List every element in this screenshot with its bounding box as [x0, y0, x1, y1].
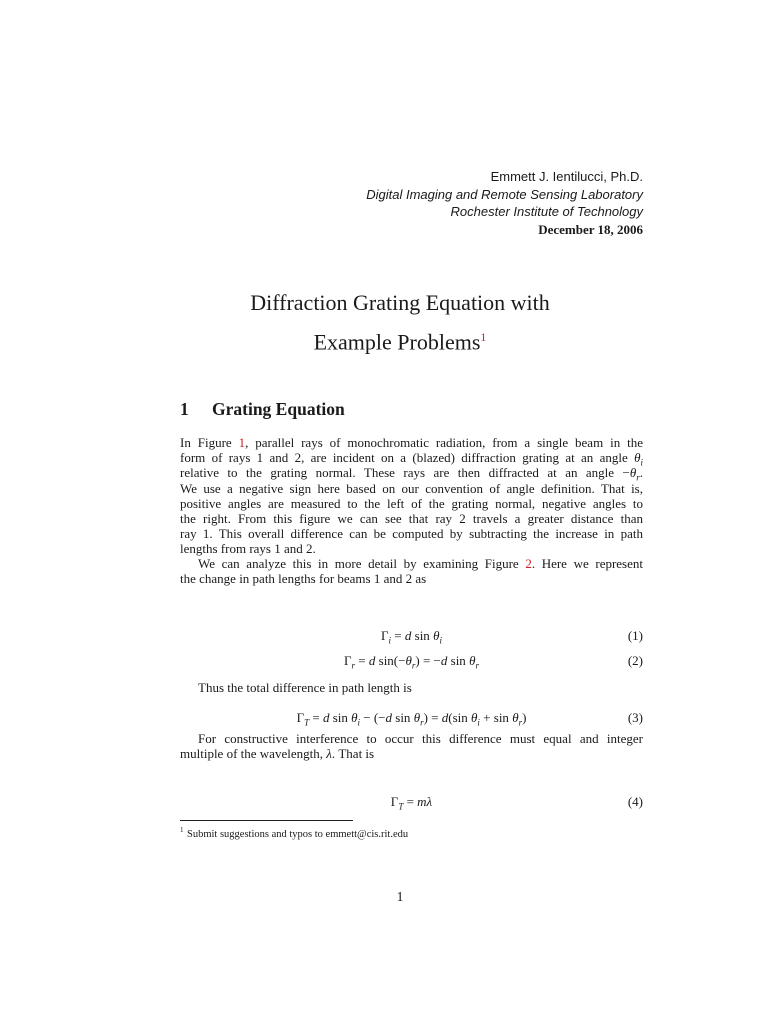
math-symbol: r	[475, 660, 479, 671]
text-run: =	[391, 628, 405, 643]
equation-number: (4)	[627, 794, 643, 809]
paragraph-3	[180, 680, 643, 695]
equation-number: (1)	[627, 628, 643, 643]
equation-expression	[225, 793, 598, 810]
text-run: Γ	[390, 794, 399, 809]
math-symbol: θ	[351, 710, 358, 725]
equation-3	[180, 709, 643, 726]
math-symbol: r	[420, 717, 424, 728]
math-symbol: θ	[433, 628, 440, 643]
footnote-rule	[180, 820, 353, 821]
math-symbol: i	[357, 717, 361, 728]
text-line	[180, 571, 643, 586]
text-run: =	[403, 794, 418, 809]
text-run: Γ	[296, 710, 305, 725]
text-run: Γ	[381, 628, 389, 643]
text-run: We can analyze this in more detail by examining Figure	[198, 556, 526, 571]
text-run: In Figure	[180, 435, 239, 450]
author-name: Emmett J. Ientilucci, Ph.D.	[490, 169, 643, 184]
text-run: Thus the total difference in path length is	[198, 680, 412, 695]
section-title: Grating Equation	[212, 399, 345, 419]
equation-expression	[225, 627, 598, 644]
math-symbol: T	[398, 801, 404, 812]
text-run: )	[522, 710, 527, 725]
text-run: ) =	[423, 710, 442, 725]
math-symbol: d	[385, 710, 393, 725]
author-block	[366, 168, 643, 238]
math-symbol: r	[351, 660, 356, 671]
math-symbol: d	[404, 628, 412, 643]
paragraph-4	[180, 731, 643, 761]
text-run: sin	[392, 710, 414, 725]
math-symbol: r	[636, 472, 640, 483]
text-run: Γ	[344, 653, 352, 668]
author-lab: Digital Imaging and Remote Sensing Laboratory	[366, 186, 643, 202]
equation-4	[180, 793, 643, 810]
math-symbol: r	[411, 660, 416, 671]
text-line	[180, 731, 643, 746]
text-run: (sin	[448, 710, 472, 725]
text-run: We use a negative sign here based on our convention of angle definition. That is,	[180, 480, 643, 496]
equation-number: (3)	[627, 710, 643, 725]
document-title	[0, 286, 768, 359]
paragraph-1	[180, 435, 643, 557]
author-institute: Rochester Institute of Technology	[450, 204, 643, 219]
title-line-1: Diffraction Grating Equation with	[250, 290, 550, 315]
math-symbol: i	[439, 635, 442, 646]
text-run: =	[355, 653, 369, 668]
math-symbol: λ	[326, 746, 332, 762]
text-run: .	[639, 465, 643, 481]
text-run: sin	[329, 710, 352, 725]
text-run: ray 1. This overall difference can be computed by subtracting the increase in path	[180, 526, 643, 542]
text-run: form of rays 1 and 2, are incident on a (blazed) diffraction grating at an angle	[180, 450, 635, 466]
math-symbol: d	[368, 653, 376, 668]
text-run: − (−	[360, 710, 386, 725]
text-run: relative to the grating normal. These rays are then diffracted at an angle −	[180, 465, 630, 481]
text-run: + sin	[479, 710, 513, 725]
math-symbol: θ	[629, 465, 637, 481]
math-symbol: d	[441, 710, 449, 725]
title-line-2: Example Problems	[313, 329, 481, 355]
math-symbol: θ	[413, 710, 421, 725]
math-symbol: i	[640, 457, 643, 468]
text-run: , parallel rays of monochromatic radiation, from a single beam in the	[245, 435, 643, 450]
text-line	[180, 746, 643, 761]
math-symbol: mλ	[417, 794, 433, 809]
footnote	[180, 826, 409, 840]
text-run: ) = −	[415, 653, 441, 668]
text-line	[180, 680, 643, 695]
text-line	[180, 496, 643, 511]
math-symbol: T	[304, 717, 310, 728]
text-run: . That is	[331, 746, 375, 762]
text-run: =	[309, 710, 323, 725]
text-run: sin	[411, 628, 434, 643]
text-run: the right. From this figure we can see that ray 2 travels a greater distance than	[180, 510, 643, 526]
figure-reference-link[interactable]: 2	[525, 556, 532, 571]
paragraph-2	[180, 556, 643, 586]
math-symbol: θ	[512, 710, 519, 725]
text-line	[180, 526, 643, 541]
text-line	[180, 481, 643, 496]
title-footnote-link[interactable]: 1	[480, 330, 487, 344]
section-number: 1	[180, 399, 189, 419]
equation-number: (2)	[627, 653, 643, 668]
equation-expression	[225, 652, 598, 669]
math-symbol: θ	[471, 710, 478, 725]
text-run: lengths from rays 1 and 2.	[180, 541, 316, 557]
footnote-text: Submit suggestions and typos to emmett@cis.rit.edu	[187, 829, 409, 840]
text-line	[180, 511, 643, 526]
text-line	[180, 556, 643, 571]
math-symbol: θ	[469, 653, 476, 668]
math-symbol: d	[440, 653, 448, 668]
text-line	[180, 435, 643, 450]
math-symbol: r	[518, 717, 523, 728]
math-symbol: θ	[634, 450, 641, 466]
math-symbol: i	[477, 717, 480, 728]
page-number: 1	[396, 890, 404, 905]
text-line	[180, 465, 643, 483]
text-run: sin	[447, 653, 470, 668]
text-run: For constructive interference to occur this difference must equal and integer	[198, 731, 643, 746]
math-symbol: d	[322, 710, 330, 725]
equation-expression	[225, 709, 598, 726]
math-symbol: i	[388, 635, 392, 646]
footnote-mark: 1	[180, 826, 184, 834]
text-run: . Here we represent	[531, 556, 643, 571]
text-run: multiple of the wavelength,	[180, 746, 327, 762]
text-line	[180, 541, 643, 556]
document-date: December 18, 2006	[538, 221, 643, 237]
equation-2	[180, 652, 643, 669]
figure-reference-link[interactable]: 1	[238, 435, 246, 450]
text-run: positive angles are measured to the left of the grating normal, negative angles to	[180, 495, 643, 511]
text-line	[180, 450, 643, 468]
text-run: the change in path lengths for beams 1 and 2 as	[180, 571, 427, 587]
equation-1	[180, 627, 643, 644]
text-run: sin(−	[375, 653, 406, 668]
section-heading	[180, 399, 345, 420]
math-symbol: θ	[405, 653, 412, 668]
